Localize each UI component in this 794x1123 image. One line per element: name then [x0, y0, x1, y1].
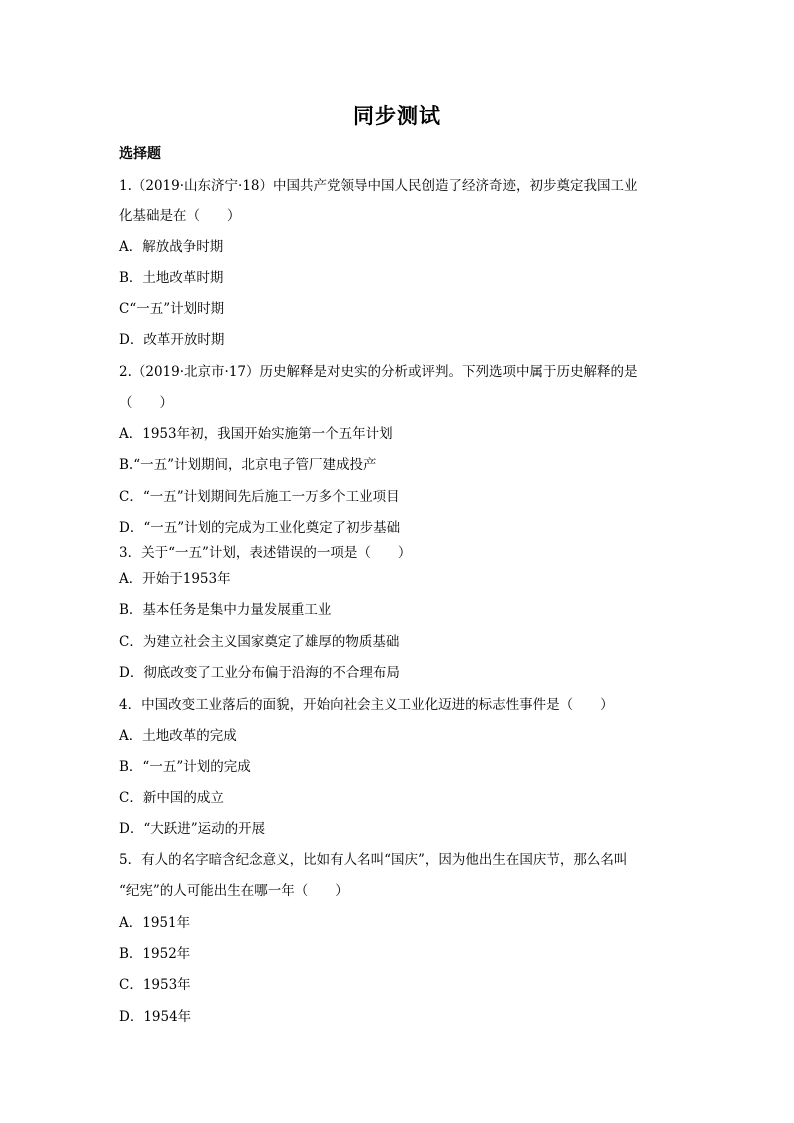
question-4-stem-line-1: 4．中国改变工业落后的面貌，开始向社会主义工业化迈进的标志性事件是（ ）: [119, 697, 614, 713]
question-2-option-c: C．“一五”计划期间先后施工一万多个工业项目: [119, 489, 400, 505]
question-2-stem-line-2: （ ）: [119, 395, 173, 411]
question-1-option-d: D．改革开放时期: [119, 332, 225, 348]
question-1-stem-line-1: 1.（2019·山东济宁·18）中国共产党领导中国人民创造了经济奇迹，初步奠定我国工业: [119, 178, 638, 194]
question-5-option-c: C．1953年: [119, 977, 191, 993]
question-5-option-d: D．1954年: [119, 1009, 192, 1025]
question-3-option-c: C．为建立社会主义国家奠定了雄厚的物质基础: [119, 634, 400, 650]
question-5-stem-line-2: “纪宪”的人可能出生在哪一年（ ）: [119, 883, 349, 899]
question-2-option-b: B.“一五”计划期间，北京电子管厂建成投产: [119, 457, 377, 473]
question-4-option-d: D．“大跃进”运动的开展: [119, 821, 266, 837]
question-4-option-c: C．新中国的成立: [119, 790, 224, 806]
question-5-option-a: A．1951年: [119, 915, 191, 931]
question-1-stem-line-2: 化基础是在（ ）: [119, 208, 241, 224]
question-3-option-a: A．开始于1953年: [119, 571, 231, 587]
page-title: 同步测试: [353, 103, 441, 128]
question-2-option-a: A．1953年初，我国开始实施第一个五年计划: [119, 426, 393, 442]
section-heading: 选择题: [119, 146, 161, 162]
question-4-option-a: A．土地改革的完成: [119, 728, 237, 744]
question-2-stem-line-1: 2.（2019·北京市·17）历史解释是对史实的分析或评判。下列选项中属于历史解释的是: [119, 364, 638, 380]
question-3-stem-line-1: 3．关于“一五”计划，表述错误的一项是（ ）: [119, 545, 412, 561]
question-3-option-d: D．彻底改变了工业分布偏于沿海的不合理布局: [119, 665, 400, 681]
question-1-option-c: C“一五”计划时期: [119, 301, 225, 317]
question-3-option-b: B．基本任务是集中力量发展重工业: [119, 602, 332, 618]
question-2-option-d: D．“一五”计划的完成为工业化奠定了初步基础: [119, 520, 401, 536]
question-5-option-b: B．1952年: [119, 946, 191, 962]
question-5-stem-line-1: 5．有人的名字暗含纪念意义，比如有人名叫“国庆”，因为他出生在国庆节，那么名叫: [119, 852, 628, 868]
question-1-option-a: A．解放战争时期: [119, 239, 224, 255]
question-1-option-b: B．土地改革时期: [119, 270, 224, 286]
question-4-option-b: B．“一五”计划的完成: [119, 759, 251, 775]
